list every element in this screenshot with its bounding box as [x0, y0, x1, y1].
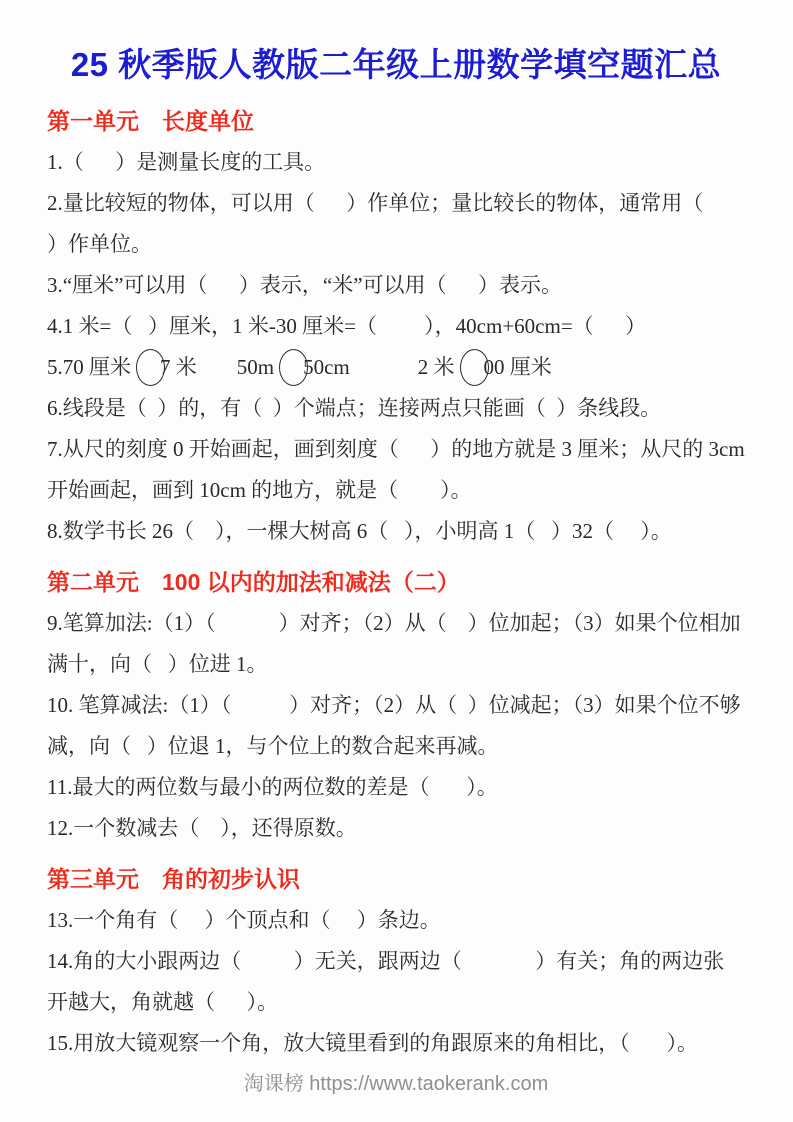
section-heading-unit1: 第一单元 长度单位: [47, 108, 254, 135]
question-13: 13.一个角有（ ）个顶点和（ ）条边。: [47, 908, 441, 933]
footer-watermark: 淘课榜 https://www.taokerank.com: [243, 1073, 549, 1096]
question-1: 1.（ ）是测量长度的工具。: [47, 150, 326, 175]
question-5-left-value: 2 米: [417, 355, 455, 380]
question-5-left-value: 5.70 厘米: [47, 355, 131, 380]
question-15: 15.用放大镜观察一个角，放大镜里看到的角跟原来的角相比，（ ）。: [47, 1031, 698, 1056]
question-3: 3.“厘米”可以用（ ）表示，“米”可以用（ ）表示。: [47, 273, 563, 298]
question-7: 7.从尺的刻度 0 开始画起，画到刻度（ ）的地方就是 3 厘米；从尺的 3cm 开始画起，画到 10cm 的地方，就是（ ）。: [47, 437, 750, 503]
question-5: [47, 347, 745, 388]
question-5-right-value: 7 米: [160, 355, 197, 380]
question-12: 12.一个数减去（ ），还得原数。: [47, 816, 357, 841]
page-title: 25 秋季版人教版二年级上册数学填空题汇总: [70, 46, 722, 83]
question-5-right-value: 50cm: [303, 355, 350, 380]
question-5-left-value: 50m: [236, 355, 275, 380]
question-14: 14.角的大小跟两边（ ）无关，跟两边（ ）有关；角的两边张开越大，角就越（ ）。: [47, 949, 725, 1015]
question-9: 9.笔算加法:（1）（ ）对齐；（2）从（ ）位加起；（3）如果个位相加满十，向（ ）位进 1。: [47, 611, 741, 677]
section-heading-unit2: 第二单元 100 以内的加法和减法（二）: [47, 569, 460, 596]
compare-circle: [136, 349, 165, 386]
question-8: 8.数学书长 26（ ），一棵大树高 6（ ），小明高 1（ ）32（ ）。: [47, 519, 672, 544]
question-5-right-value: 00 厘米: [483, 355, 552, 380]
compare-circle: [460, 349, 489, 386]
question-11: 11.最大的两位数与最小的两位数的差是（ ）。: [47, 775, 498, 800]
question-4: 4.1 米=（ ）厘米，1 米-30 厘米=（ ），40cm+60cm=（ ）: [47, 314, 647, 339]
question-10: 10. 笔算减法:（1）（ ）对齐；（2）从（ ）位减起；（3）如果个位不够减，向（ ）位退 1，与个位上的数合起来再减。: [47, 693, 741, 759]
question-2: 2.量比较短的物体，可以用（ ）作单位；量比较长的物体，通常用（ ）作单位。: [47, 191, 735, 257]
question-6: 6.线段是（ ）的，有（ ）个端点；连接两点只能画（ ）条线段。: [47, 396, 662, 421]
section-heading-unit3: 第三单元 角的初步认识: [47, 866, 300, 893]
